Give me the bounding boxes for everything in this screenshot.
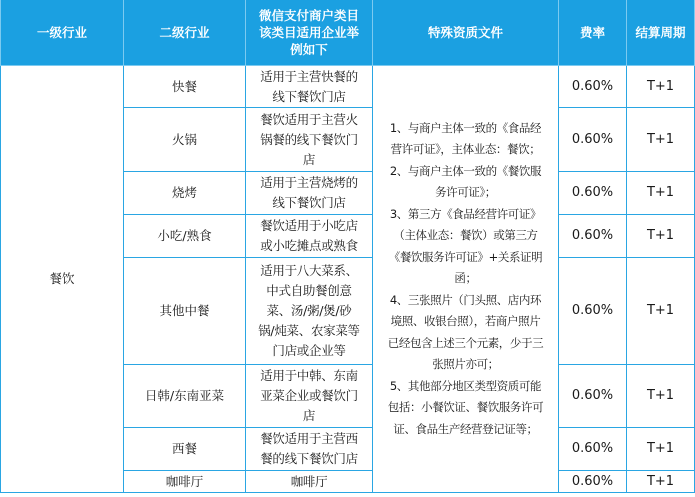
example-line: 餐饮适用于主营火 <box>260 111 358 127</box>
header-qualifications: 特殊资质文件 <box>373 0 559 66</box>
qualification-line: 营许可证》，主体业态：餐饮； <box>390 142 541 157</box>
example-cell <box>246 172 373 215</box>
cycle-cell: T+1 <box>627 428 695 471</box>
secondary-industry-cell: 咖啡厅 <box>124 471 246 493</box>
header-category-line-1: 微信支付商户类目 <box>258 8 359 23</box>
table-row <box>1 66 695 108</box>
rate-cell: 0.60% <box>559 471 627 493</box>
qualification-line: 函； <box>454 271 477 286</box>
example-line: 适用于中韩、东南 <box>260 368 358 383</box>
example-cell <box>246 258 373 365</box>
rate-cell: 0.60% <box>559 258 627 365</box>
example-line: 餐的线下餐饮门店 <box>260 451 358 466</box>
rate-cell: 0.60% <box>559 66 627 108</box>
qualification-line: 张照片亦可； <box>432 357 499 372</box>
header-rate: 费率 <box>559 0 627 66</box>
example-line: 线下餐饮门店 <box>272 195 346 210</box>
secondary-industry-cell: 日韩/东南亚菜 <box>124 365 246 428</box>
qualification-line: 证、食品生产经营登记证等； <box>393 421 538 436</box>
cycle-cell: T+1 <box>627 215 695 258</box>
header-secondary-industry: 二级行业 <box>124 0 246 66</box>
example-line: 线下餐饮门店 <box>272 88 346 104</box>
example-line: 锅/炖菜、农家菜等 <box>258 323 360 338</box>
rate-cell: 0.60% <box>559 108 627 172</box>
qualification-line: 3、第三方《食品经营许可证》 <box>389 206 542 221</box>
example-line: 菜、汤/粥/煲/砂 <box>266 303 352 318</box>
cycle-cell: T+1 <box>627 365 695 428</box>
qualification-line: 1、与商户主体一致的《食品经 <box>389 120 542 135</box>
header-category-line-2: 该类目适用企业举 <box>258 25 359 40</box>
primary-industry-cell: 餐饮 <box>1 66 124 493</box>
qualification-line: 5、其他部分地区类型资质可能 <box>389 378 542 393</box>
qualification-line: （主体业态：餐饮）或第三方 <box>393 228 538 243</box>
example-line: 亚菜企业或餐饮门 <box>260 388 358 403</box>
example-line: 锅餐的线下餐饮门 <box>260 131 358 147</box>
example-line: 或小吃摊点或熟食 <box>260 238 358 253</box>
example-line: 餐饮适用于小吃店 <box>260 218 358 233</box>
header-category-line-3: 例如下 <box>290 42 328 57</box>
example-cell <box>246 428 373 471</box>
example-line: 适用于八大菜系、 <box>260 263 358 278</box>
cycle-cell: T+1 <box>627 66 695 108</box>
qualification-line: 包括：小餐饮证、餐饮服务许可 <box>387 400 544 415</box>
secondary-industry-cell: 火锅 <box>124 108 246 172</box>
example-line: 咖啡厅 <box>290 473 328 489</box>
rate-cell: 0.60% <box>559 365 627 428</box>
example-line: 适用于主营烧烤的 <box>260 175 358 190</box>
rate-cell: 0.60% <box>559 428 627 471</box>
header-category-example <box>246 0 373 66</box>
qualification-line: 《餐饮服务许可证》+关系证明 <box>388 249 543 264</box>
example-cell <box>246 215 373 258</box>
example-line: 店 <box>302 151 316 167</box>
secondary-industry-cell: 小吃/熟食 <box>124 215 246 258</box>
rate-cell: 0.60% <box>559 172 627 215</box>
example-cell <box>246 66 373 108</box>
qualification-line: 境照、收银台照），若商户照片 <box>390 314 541 329</box>
qualifications-cell <box>373 66 559 493</box>
header-settlement-cycle: 结算周期 <box>627 0 695 66</box>
example-line: 门店或企业等 <box>272 343 346 358</box>
cycle-cell: T+1 <box>627 471 695 493</box>
example-line: 餐饮适用于主营西 <box>260 431 358 446</box>
secondary-industry-cell: 烧烤 <box>124 172 246 215</box>
secondary-industry-cell: 其他中餐 <box>124 258 246 365</box>
example-line: 店 <box>302 408 316 423</box>
example-cell <box>246 365 373 428</box>
header-primary-industry: 一级行业 <box>1 0 124 66</box>
qualification-line: 务许可证》； <box>435 185 496 200</box>
qualification-line: 已经包含上述三个元素，少于三 <box>387 335 544 350</box>
secondary-industry-cell: 西餐 <box>124 428 246 471</box>
rate-cell: 0.60% <box>559 215 627 258</box>
table-header-row <box>1 0 695 66</box>
cycle-cell: T+1 <box>627 172 695 215</box>
example-cell <box>246 471 373 493</box>
example-line: 适用于主营快餐的 <box>260 68 358 84</box>
secondary-industry-cell: 快餐 <box>124 66 246 108</box>
example-line: 中式自助餐创意 <box>266 283 352 298</box>
example-cell <box>246 108 373 172</box>
cycle-cell: T+1 <box>627 108 695 172</box>
qualification-line: 2、与商户主体一致的《餐饮服 <box>389 163 542 178</box>
cycle-cell: T+1 <box>627 258 695 365</box>
qualification-line: 4、三张照片（门头照、店内环 <box>389 292 542 307</box>
